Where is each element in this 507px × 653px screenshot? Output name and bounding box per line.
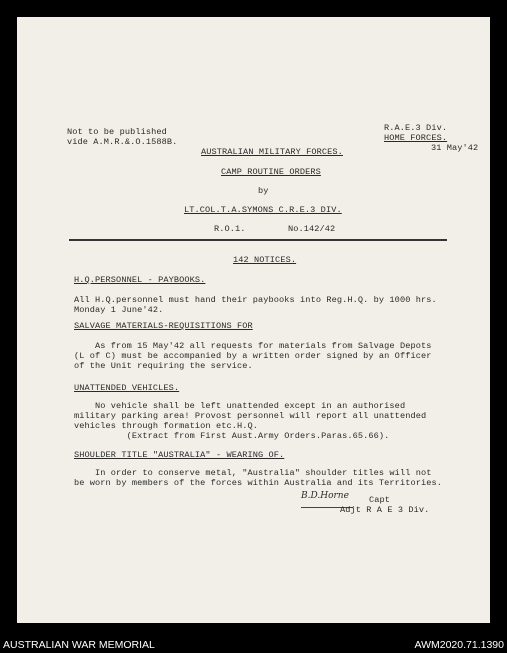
document-title: AUSTRALIAN MILITARY FORCES.	[201, 147, 343, 157]
header-divider	[69, 239, 447, 241]
signatory-appointment: Adjt R A E 3 Div.	[340, 505, 430, 515]
unit-header-line-2: HOME FORCES.	[384, 133, 448, 143]
publication-note-line-2: vide A.M.R.&.O.1588B.	[67, 137, 178, 147]
order-reference: R.O.1.	[214, 224, 246, 234]
section-text-line: (L of C) must be accompanied by a written order signed by an Officer	[74, 351, 432, 361]
section-text-line: No vehicle shall be left unattended except in an authorised	[74, 401, 406, 411]
section-text-line: be worn by members of the forces within Australia and its Territories.	[74, 478, 442, 488]
document-date: 31 May'42	[431, 143, 479, 153]
section-text-line: Monday 1 June'42.	[74, 305, 164, 315]
section-heading: SALVAGE MATERIALS-REQUISITIONS FOR	[74, 321, 253, 331]
document-subtitle: CAMP ROUTINE ORDERS	[221, 167, 321, 177]
section-text-line: In order to conserve metal, "Australia" shoulder titles will not	[74, 468, 432, 478]
section-text-line: of the Unit requiring the service.	[74, 361, 253, 371]
order-number: No.142/42	[288, 224, 336, 234]
notices-heading: 142 NOTICES.	[233, 255, 297, 265]
section-text-line: vehicles through formation etc.H.Q.	[74, 421, 258, 431]
section-text-line: All H.Q.personnel must hand their paybooks into Reg.H.Q. by 1000 hrs.	[74, 295, 437, 305]
by-label: by	[258, 186, 269, 196]
unit-header-line-1: R.A.E.3 Div.	[384, 123, 448, 133]
section-text-line: As from 15 May'42 all requests for materials from Salvage Depots	[74, 341, 432, 351]
signatory-rank: Capt	[369, 495, 391, 505]
section-heading: SHOULDER TITLE "AUSTRALIA" - WEARING OF.	[74, 450, 285, 460]
archive-name: AUSTRALIAN WAR MEMORIAL	[3, 639, 155, 651]
issuing-officer: LT.COL.T.A.SYMONS C.R.E.3 DIV.	[184, 205, 342, 215]
accession-number: AWM2020.71.1390	[414, 639, 504, 651]
handwritten-signature: B.D.Horne	[301, 491, 349, 501]
publication-note-line-1: Not to be published	[67, 127, 167, 137]
archive-footer	[0, 636, 507, 653]
section-text-line: (Extract from First Aust.Army Orders.Paras.65.66).	[74, 431, 390, 441]
section-heading: UNATTENDED VEHICLES.	[74, 383, 180, 393]
section-text-line: military parking area! Provost personnel will report all unattended	[74, 411, 427, 421]
section-heading: H.Q.PERSONNEL - PAYBOOKS.	[74, 275, 206, 285]
document-page	[17, 17, 490, 623]
